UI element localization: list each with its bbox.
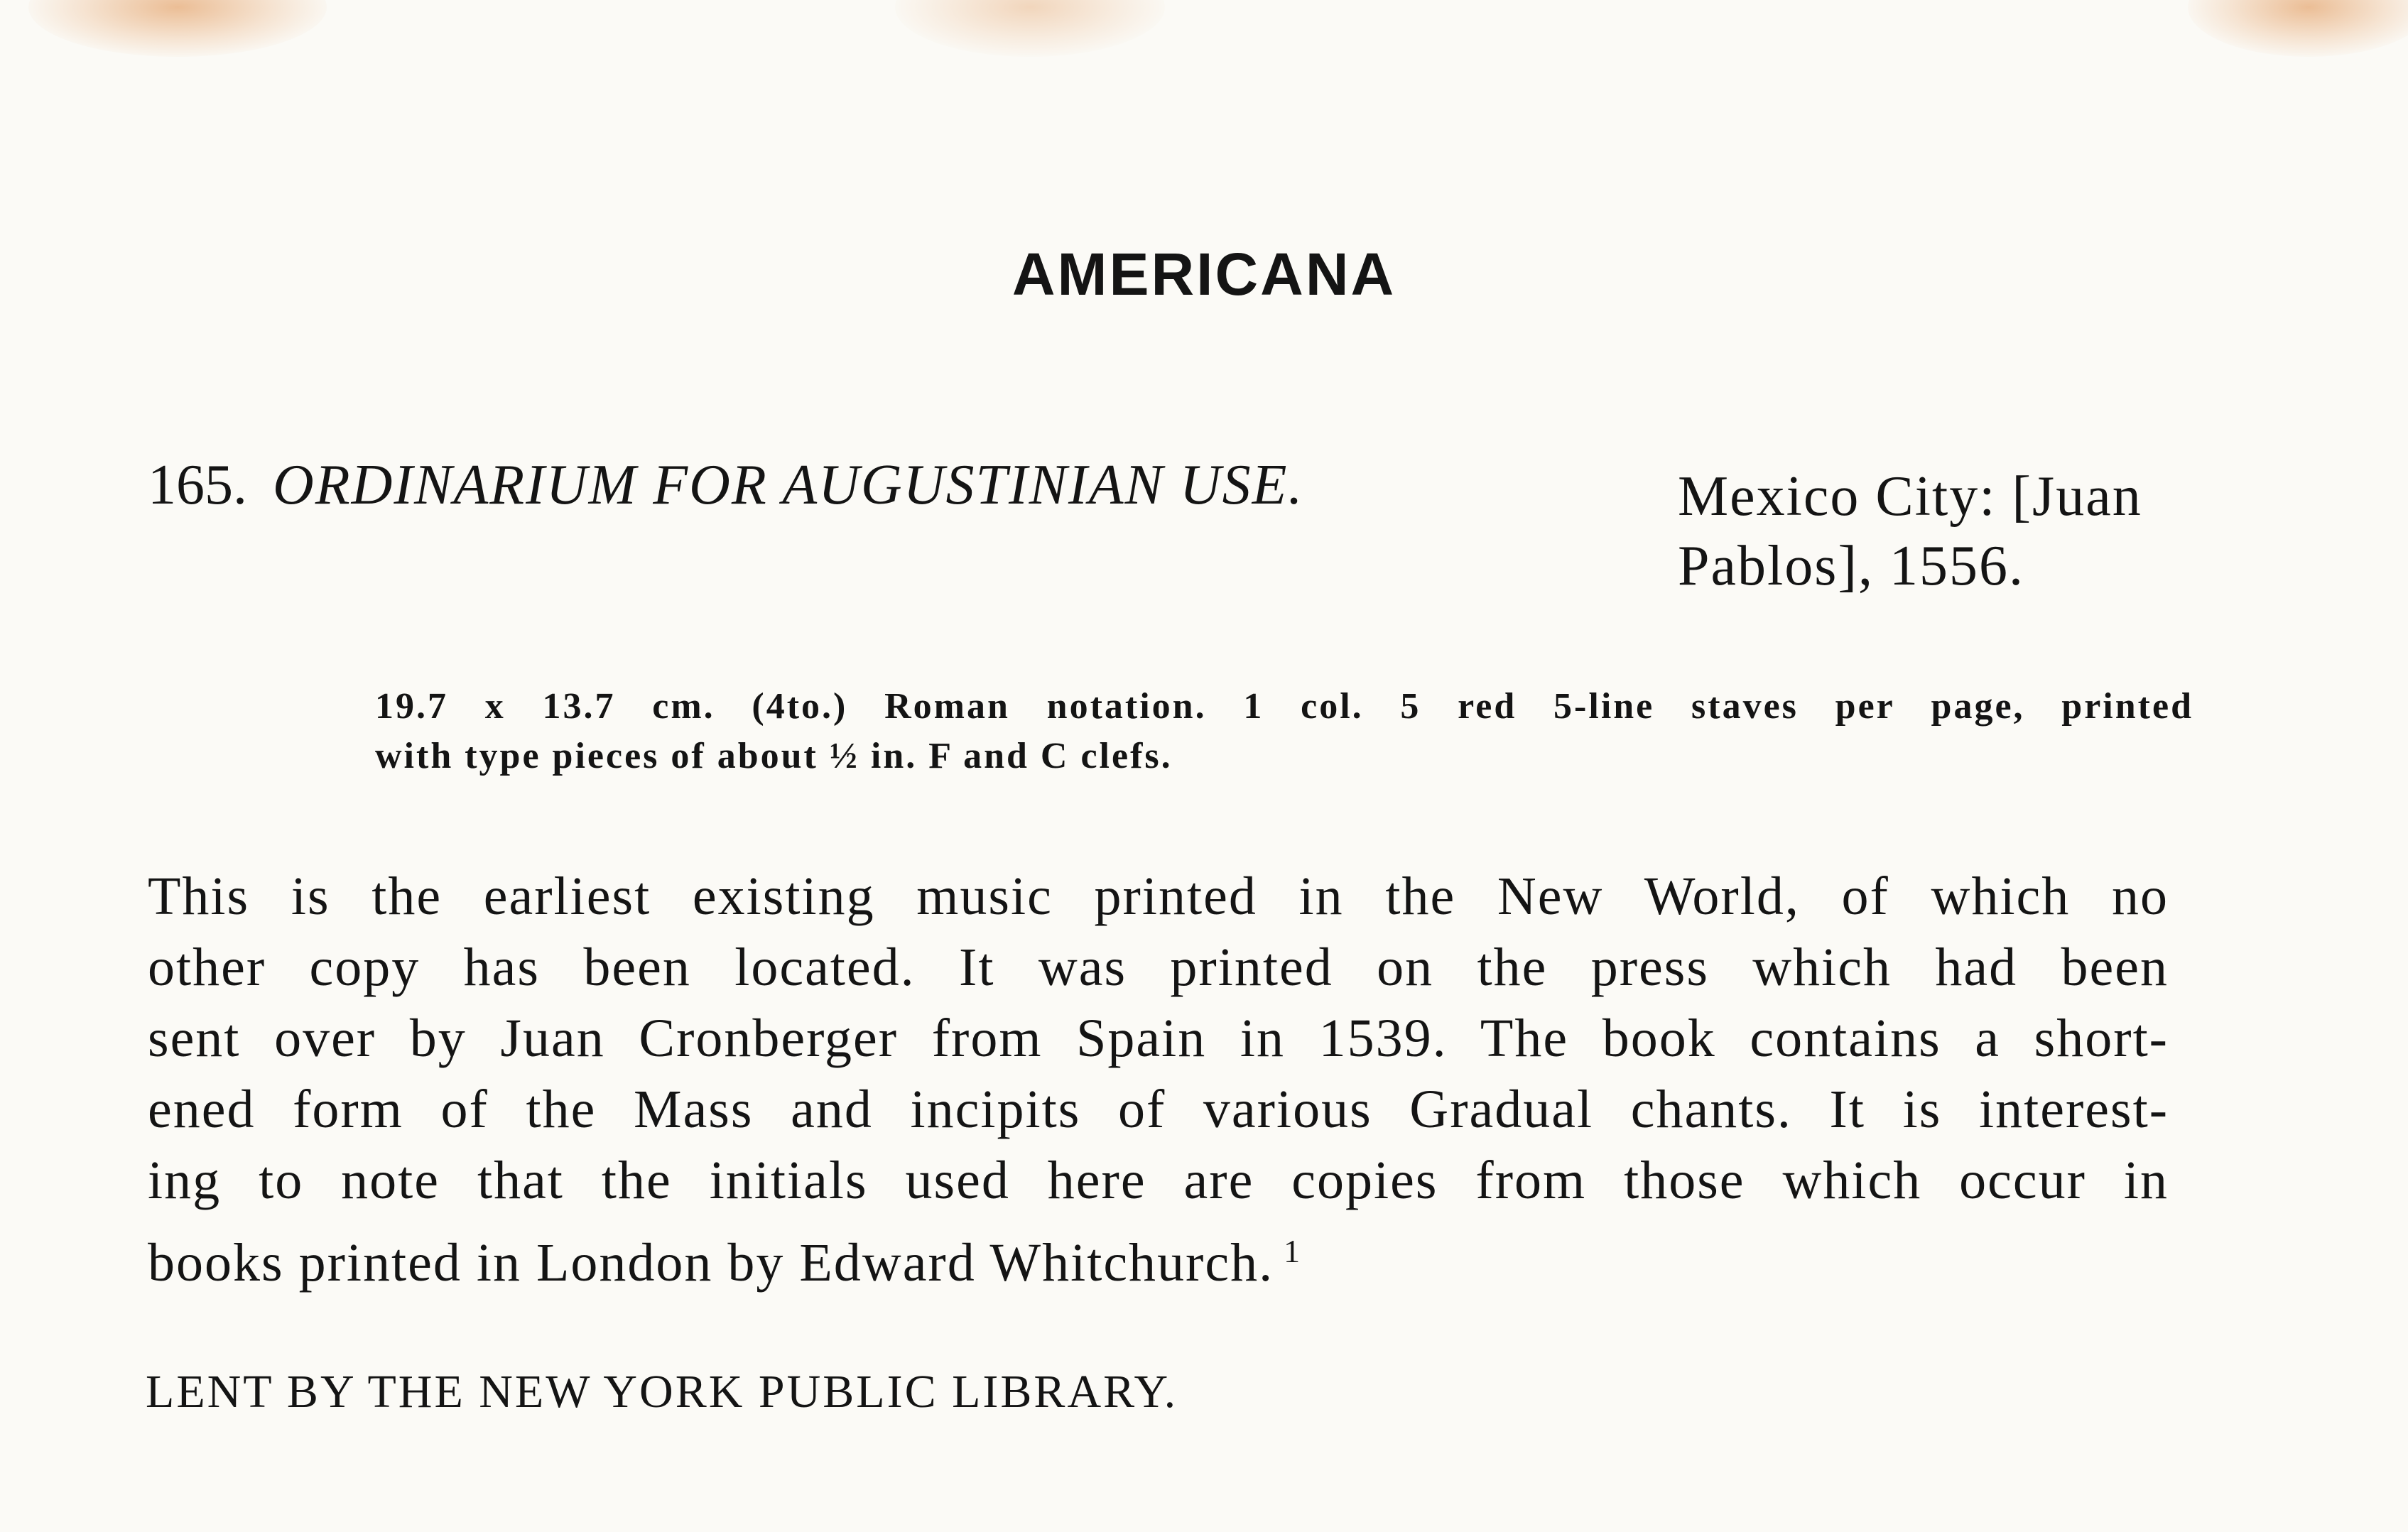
page-heading: AMERICANA xyxy=(1012,241,1396,308)
paragraph-line: books printed in London by Edward Whitchurch. xyxy=(148,1233,1274,1293)
paragraph-line: sent over by Juan Cronberger from Spain in 1539. The book contains a short- xyxy=(148,1009,2169,1068)
physical-description-line: with type pieces of about ½ in. F and C clefs. xyxy=(375,736,1173,776)
paragraph-line-last xyxy=(148,1216,2169,1298)
stain-left xyxy=(28,0,327,57)
description-paragraph xyxy=(148,861,2169,1298)
stain-center xyxy=(895,0,1165,57)
paragraph-line: ing to note that the initials used here are copies from those which occur in xyxy=(148,1151,2169,1210)
imprint xyxy=(1678,462,2282,601)
footnote-mark: 1 xyxy=(1284,1233,1302,1269)
paragraph-line: ened form of the Mass and incipits of various Gradual chants. It is interest- xyxy=(148,1080,2169,1139)
physical-description-line: 19.7 x 13.7 cm. (4to.) Roman notation. 1 col. 5 red 5-line staves per page, printed xyxy=(375,686,2193,727)
entry-heading xyxy=(148,453,1303,518)
entry-number: 165. xyxy=(148,454,247,516)
physical-description xyxy=(375,682,2193,781)
imprint-line: Mexico City: [Juan xyxy=(1678,465,2142,528)
paragraph-line: other copy has been located. It was printed on the press which had been xyxy=(148,938,2169,997)
imprint-line: Pablos], 1556. xyxy=(1678,535,2024,597)
paragraph-line: This is the earliest existing music printed in the New World, of which no xyxy=(148,866,2169,926)
lender-credit: LENT BY THE NEW YORK PUBLIC LIBRARY. xyxy=(146,1366,1178,1418)
stain-right xyxy=(2188,0,2408,57)
entry-title: ORDINARIUM FOR AUGUSTINIAN USE. xyxy=(273,454,1304,516)
